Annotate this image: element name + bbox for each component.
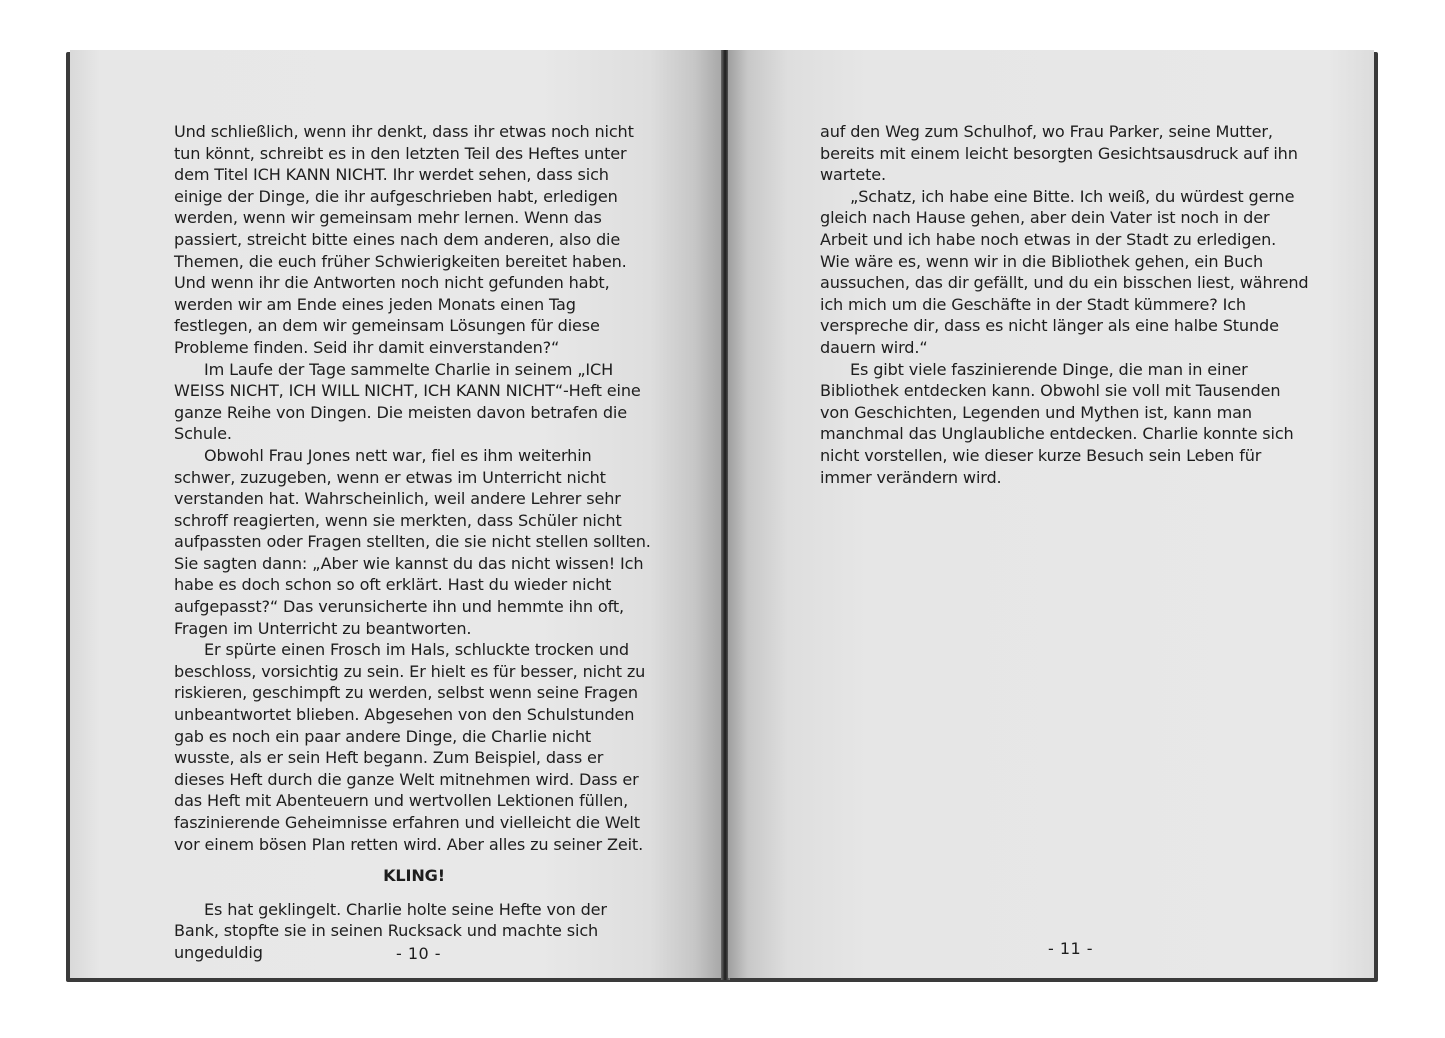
paragraph: Im Laufe der Tage sammelte Charlie in seinem „ICH WEISS NICHT, ICH WILL NICHT, ICH KANN NICHT“-Heft eine ganze Reihe von Dingen. Die meisten davon betrafen die Schule. [174,359,641,444]
paragraph: Er spürte einen Frosch im Hals, schluckte trocken und beschloss, vorsichtig zu sein. Er hielt es für besser, nicht zu riskieren, geschimpft zu werden, selbst wenn seine Fragen unbeantwortet blieben. Abgesehen von den Schulstunden gab es noch ein paar andere Dinge, die Charlie nicht wusste, als er sein Heft begann. Zum Beispiel, dass er dieses Heft durch die ganze Welt mitnehmen wird. Dass er das Heft mit Abenteuern und wertvollen Lektionen füllen, faszinierende Geheimnisse erfahren und vielleicht die Welt vor einem bösen Plan retten wird. Aber alles zu seiner Zeit. [174,640,646,854]
page-number-left: - 10 - [396,944,442,963]
paragraph: Es gibt viele faszinierende Dinge, die man in einer Bibliothek entdecken kann. Obwohl sie voll mit Tausenden von Geschichten, Legenden und Mythen ist, kann man manchmal das Unglaubliche entdecken. Charlie konnte sich nicht vorstellen, wie dieser kurze Besuch sein Leben für immer verändern wird. [820,359,1294,487]
section-heading: KLING! [383,866,445,886]
paragraph: Es hat geklingelt. Charlie holte seine Hefte von der Bank, stopfte sie in seinen Rucksack und machte sich ungeduldig [174,899,607,962]
right-page [728,50,1374,978]
paragraph: „Schatz, ich habe eine Bitte. Ich weiß, du würdest gerne gleich nach Hause gehen, aber dein Vater ist noch in der Arbeit und ich habe noch etwas in der Stadt zu erledigen. Wie wäre es, wenn wir in die Bibliothek gehen, ein Buch aussuchen, das dir gefällt, und du ein bisschen liest, während ich mich um die Geschäfte in der Stadt kümmere? Ich verspreche dir, dass es nicht länger als eine halbe Stunde dauern wird.“ [820,186,1309,357]
left-page-text [174,121,654,964]
left-page [70,50,724,978]
open-book [66,50,1378,986]
paragraph: auf den Weg zum Schulhof, wo Frau Parker, seine Mutter, bereits mit einem leicht besorgten Gesichtsausdruck auf ihn wartete. [820,122,1298,185]
page-number-right: - 11 - [1048,939,1094,958]
right-page-text [820,121,1310,488]
paragraph: Und schließlich, wenn ihr denkt, dass ihr etwas noch nicht tun könnt, schreibt es in den letzten Teil des Heftes unter dem Titel ICH KANN NICHT. Ihr werdet sehen, dass sich einige der Dinge, die ihr aufgeschrieben habt, erledigen werden, wenn wir gemeinsam mehr lernen. Wenn das passiert, streicht bitte eines nach dem anderen, also die Themen, die euch früher Schwierigkeiten bereitet haben. Und wenn ihr die Antworten noch nicht gefunden habt, werden wir am Ende eines jeden Monats einen Tag festlegen, an dem wir gemeinsam Lösungen für diese Probleme finden. Seid ihr damit einverstanden?“ [174,122,634,357]
paragraph: Obwohl Frau Jones nett war, fiel es ihm weiterhin schwer, zuzugeben, wenn er etwas im Unterricht nicht verstanden hat. Wahrscheinlich, weil andere Lehrer sehr schroff reagierten, wenn sie merkten, dass Schüler nicht aufpassten oder Fragen stellten, die sie nicht stellen sollten. Sie sagten dann: „Aber wie kannst du das nicht wissen! Ich habe es doch schon so oft erklärt. Hast du wieder nicht aufgepasst?“ Das verunsicherte ihn und hemmte ihn oft, Fragen im Unterricht zu beantworten. [174,445,651,638]
